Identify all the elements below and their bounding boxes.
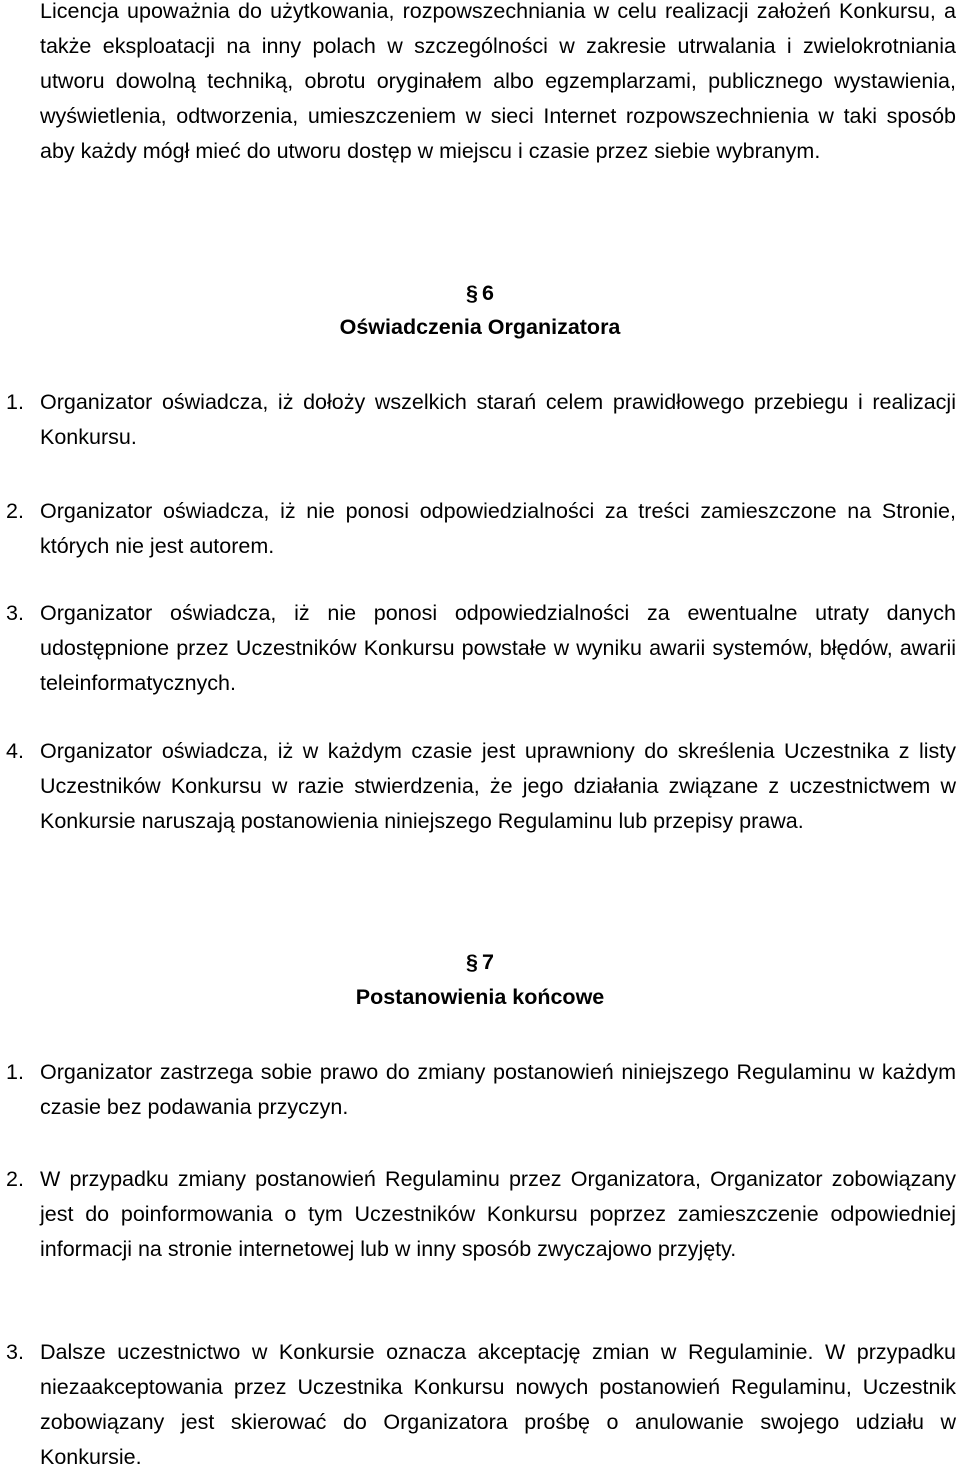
item-text: Organizator zastrzega sobie prawo do zmiany postanowień niniejszego Regulaminu w każdym czasie bez podawania przyczyn. [40, 1060, 956, 1119]
section-7-item-3 [0, 1335, 956, 1475]
section-6-title: Oświadczenia Organizatora [339, 315, 621, 339]
section-7-number [0, 945, 960, 980]
item-number: 3. [6, 601, 24, 625]
section-7-num: 7 [482, 950, 494, 974]
item-number: 2. [6, 1167, 24, 1191]
item-text: Dalsze uczestnictwo w Konkursie oznacza akceptację zmian w Regulaminie. W przypadku niezaakceptowania przez Uczestnika Konkursu nowych postanowień Regulaminu, Uczestnik zobowiązany jest skierować do Organizatora prośbę o anulowanie swojego udziału w Konkursie. [40, 1340, 956, 1469]
section-6-num: 6 [482, 281, 494, 305]
item-text: Organizator oświadcza, iż nie ponosi odpowiedzialności za treści zamieszczone na Stronie, których nie jest autorem. [40, 499, 956, 558]
section-6-number [0, 276, 960, 311]
item-text: Organizator oświadcza, iż w każdym czasie jest uprawniony do skreślenia Uczestnika z listy Uczestników Konkursu w razie stwierdzenia, że jego działania związane z uczestnictwem w Konkursie naruszają postanowienia niniejszego Regulaminu lub przepisy prawa. [40, 739, 956, 833]
section-6-sign: § [466, 281, 478, 305]
item-text: Organizator oświadcza, iż dołoży wszelkich starań celem prawidłowego przebiegu i realizacji Konkursu. [40, 390, 956, 449]
section-6-item-4 [0, 734, 956, 839]
section-6-item-2 [0, 494, 956, 564]
item-text: W przypadku zmiany postanowień Regulaminu przez Organizatora, Organizator zobowiązany jest do poinformowania o tym Uczestników Konkursu poprzez zamieszczenie odpowiedniej informacji na stronie internetowej lub w inny sposób zwyczajowo przyjęty. [40, 1167, 956, 1261]
section-6-item-3 [0, 596, 956, 701]
item-number: 4. [6, 739, 24, 763]
section-7-item-2 [0, 1162, 956, 1267]
item-text: Organizator oświadcza, iż nie ponosi odpowiedzialności za ewentualne utraty danych udostępnione przez Uczestników Konkursu powstałe w wyniku awarii systemów, błędów, awarii teleinformatycznych. [40, 601, 956, 695]
item-number: 3. [6, 1340, 24, 1364]
section-7-item-1 [0, 1055, 956, 1125]
section-6-item-1 [0, 385, 956, 455]
section-7-sign: § [466, 950, 478, 974]
item-number: 1. [6, 390, 24, 414]
item-number: 1. [6, 1060, 24, 1084]
section-7-title: Postanowienia końcowe [355, 985, 605, 1009]
intro-paragraph: Licencja upoważnia do użytkowania, rozpowszechniania w celu realizacji założeń Konkursu, a także eksploatacji na inny polach w szczególności w zakresie utrwalania i zwielokrotniania utworu dowolną techniką, obrotu oryginałem albo egzemplarzami, publicznego wystawienia, wyświetlenia, odtworzenia, umieszczeniem w sieci Internet rozpowszechnienia w taki sposób aby każdy mógł mieć do utworu dostęp w miejscu i czasie przez siebie wybranym. [40, 0, 956, 163]
item-number: 2. [6, 499, 24, 523]
